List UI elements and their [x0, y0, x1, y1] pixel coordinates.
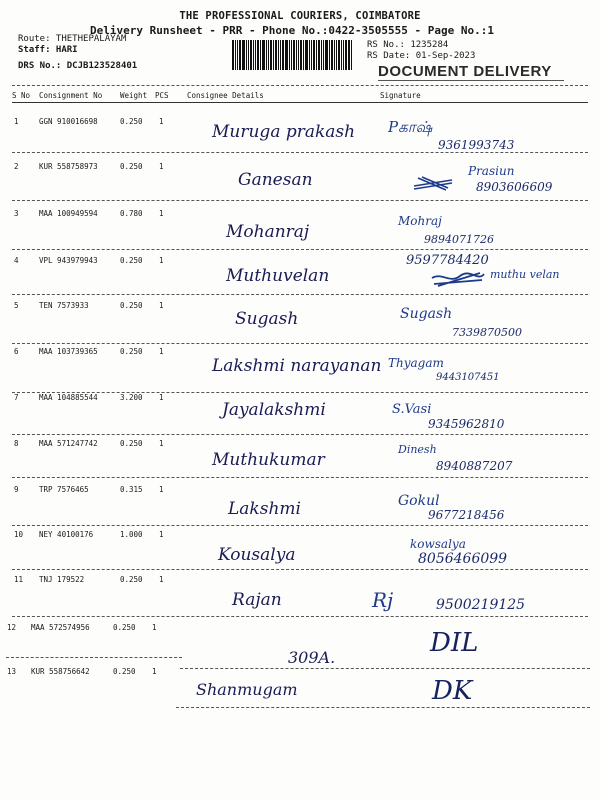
- staff-label: Staff: HARI: [18, 45, 78, 55]
- row-weight: 0.250: [120, 575, 143, 584]
- signer-phone: 9597784420: [406, 253, 489, 268]
- consignee-name: Rajan: [232, 590, 282, 610]
- row-weight: 0.250: [120, 347, 143, 356]
- row-sno: 13: [7, 667, 17, 676]
- col-weight: Weight: [120, 91, 148, 100]
- row-consignment: TEN 7573933: [39, 301, 89, 310]
- row-pcs: 1: [159, 439, 164, 448]
- consignee-name: Muruga prakash: [212, 122, 356, 142]
- row-weight: 3.200: [120, 393, 143, 402]
- row-consignment: TRP 7576465: [39, 485, 89, 494]
- signature-mark: Mohraj: [398, 214, 442, 228]
- row-sno: 1: [14, 117, 19, 126]
- row-divider: [12, 249, 588, 250]
- row-consignment: MAA 104885544: [39, 393, 98, 402]
- consignee-name: Ganesan: [238, 170, 313, 190]
- row-consignment: NEY 40100176: [39, 530, 94, 539]
- row-divider: [12, 152, 588, 153]
- row-weight: 0.250: [120, 162, 143, 171]
- row-consignment: TNJ 179522: [39, 575, 85, 584]
- row-pcs: 1: [159, 393, 164, 402]
- row-divider: [176, 707, 590, 708]
- row-divider: [12, 477, 588, 478]
- row-pcs: 1: [159, 347, 164, 356]
- consignee-name: Shanmugam: [196, 680, 298, 699]
- row-sno: 3: [14, 209, 19, 218]
- rs-number: RS No.: 1235284: [367, 40, 449, 50]
- row-divider: [12, 616, 588, 617]
- consignee-name: Mohanraj: [226, 222, 310, 242]
- row-consignment: VPL 943979943: [39, 256, 98, 265]
- row-weight: 0.250: [113, 667, 136, 676]
- row-weight: 0.250: [113, 623, 136, 632]
- signer-phone: 9361993743: [438, 138, 515, 152]
- row-pcs: 1: [159, 575, 164, 584]
- row-weight: 0.780: [120, 209, 143, 218]
- col-sno: S No: [12, 91, 31, 100]
- row-consignment: KUR 558758973: [39, 162, 98, 171]
- row-consignment: MAA 571247742: [39, 439, 98, 448]
- signature-mark: DK: [432, 676, 473, 706]
- row-divider: [180, 668, 590, 669]
- barcode: [232, 40, 360, 70]
- scribble-mark: [430, 270, 486, 288]
- row-consignment: MAA 572574956: [31, 623, 90, 632]
- row-sno: 5: [14, 301, 19, 310]
- row-divider: [12, 343, 588, 344]
- rs-date: RS Date: 01-Sep-2023: [367, 51, 476, 61]
- row-consignment: MAA 103739365: [39, 347, 98, 356]
- signature-mark: Thyagam: [388, 356, 444, 370]
- signer-phone: 9894071726: [424, 233, 494, 246]
- route-label: Route: THETHEPALAYAM: [18, 34, 127, 44]
- signature-mark: Dinesh: [398, 443, 437, 456]
- row-weight: 0.250: [120, 301, 143, 310]
- row-sno: 7: [14, 393, 19, 402]
- drs-label: DRS No.: DCJB123528401: [18, 61, 138, 71]
- consignee-name: Lakshmi: [228, 499, 301, 519]
- signer-phone: 8056466099: [418, 551, 508, 567]
- row-divider: [12, 525, 588, 526]
- col-pcs: PCS: [155, 91, 169, 100]
- row-divider: [12, 294, 588, 295]
- row-divider: [12, 434, 588, 435]
- consignee-name: Muthukumar: [212, 450, 325, 470]
- row-pcs: 1: [159, 162, 164, 171]
- row-pcs: 1: [159, 256, 164, 265]
- consignee-name: Jayalakshmi: [222, 400, 326, 420]
- consignee-name: Sugash: [235, 309, 299, 329]
- document-delivery-stamp: DOCUMENT DELIVERY: [378, 63, 552, 80]
- consignee-note: 309A.: [288, 648, 336, 667]
- signature-mark: S.Vasi: [392, 402, 432, 417]
- row-sno: 8: [14, 439, 19, 448]
- signature-mark: Gokul: [398, 493, 440, 509]
- signature-mark: Rj: [372, 588, 394, 612]
- row-sno: 6: [14, 347, 19, 356]
- row-divider: [12, 200, 588, 201]
- row-divider: [6, 657, 182, 658]
- row-pcs: 1: [159, 530, 164, 539]
- signer-phone: 9677218456: [428, 508, 505, 522]
- signature-mark: muthu velan: [490, 268, 560, 281]
- row-sno: 9: [14, 485, 19, 494]
- row-weight: 0.250: [120, 256, 143, 265]
- consignee-name: Kousalya: [218, 545, 296, 565]
- row-divider: [12, 392, 588, 393]
- row-pcs: 1: [159, 485, 164, 494]
- row-weight: 0.315: [120, 485, 143, 494]
- row-sno: 4: [14, 256, 19, 265]
- signature-mark: Sugash: [400, 306, 453, 322]
- row-pcs: 1: [159, 209, 164, 218]
- signature-mark: DIL: [430, 628, 479, 658]
- row-consignment: MAA 100949594: [39, 209, 98, 218]
- col-signature: Signature: [380, 91, 421, 100]
- signer-phone: 9500219125: [436, 597, 526, 613]
- row-pcs: 1: [152, 623, 157, 632]
- row-sno: 11: [14, 575, 24, 584]
- company-title: THE PROFESSIONAL COURIERS, COIMBATORE: [179, 10, 421, 22]
- signer-phone: 7339870500: [452, 326, 522, 339]
- consignee-name: Lakshmi narayanan: [212, 356, 382, 376]
- row-sno: 10: [14, 530, 24, 539]
- stamp-underline: [378, 80, 564, 81]
- row-weight: 0.250: [120, 439, 143, 448]
- row-weight: 1.000: [120, 530, 143, 539]
- runsheet-subtitle: Delivery Runsheet - PRR - Phone No.:0422-3505555 - Page No.:1: [90, 24, 494, 37]
- signer-phone: 9443107451: [436, 372, 500, 383]
- signature-mark: kowsalya: [410, 537, 466, 551]
- signer-phone: 8903606609: [476, 180, 553, 194]
- row-consignment: GGN 910016698: [39, 117, 98, 126]
- scribble-mark: [412, 176, 454, 191]
- signature-mark: Pகாஷ்: [388, 118, 433, 136]
- row-pcs: 1: [152, 667, 157, 676]
- col-consignment: Consignment No: [39, 91, 103, 100]
- signer-phone: 8940887207: [436, 459, 513, 473]
- row-sno: 12: [7, 623, 17, 632]
- row-weight: 0.250: [120, 117, 143, 126]
- row-pcs: 1: [159, 301, 164, 310]
- col-consignee: Consignee Details: [187, 91, 264, 100]
- header-rule-bottom: [12, 102, 588, 103]
- row-pcs: 1: [159, 117, 164, 126]
- signer-phone: 9345962810: [428, 417, 505, 431]
- header-rule-top: [12, 85, 588, 86]
- row-divider: [12, 569, 588, 570]
- consignee-name: Muthuvelan: [226, 266, 330, 286]
- row-consignment: KUR 558756642: [31, 667, 90, 676]
- signature-mark: Prasiun: [468, 164, 515, 178]
- row-sno: 2: [14, 162, 19, 171]
